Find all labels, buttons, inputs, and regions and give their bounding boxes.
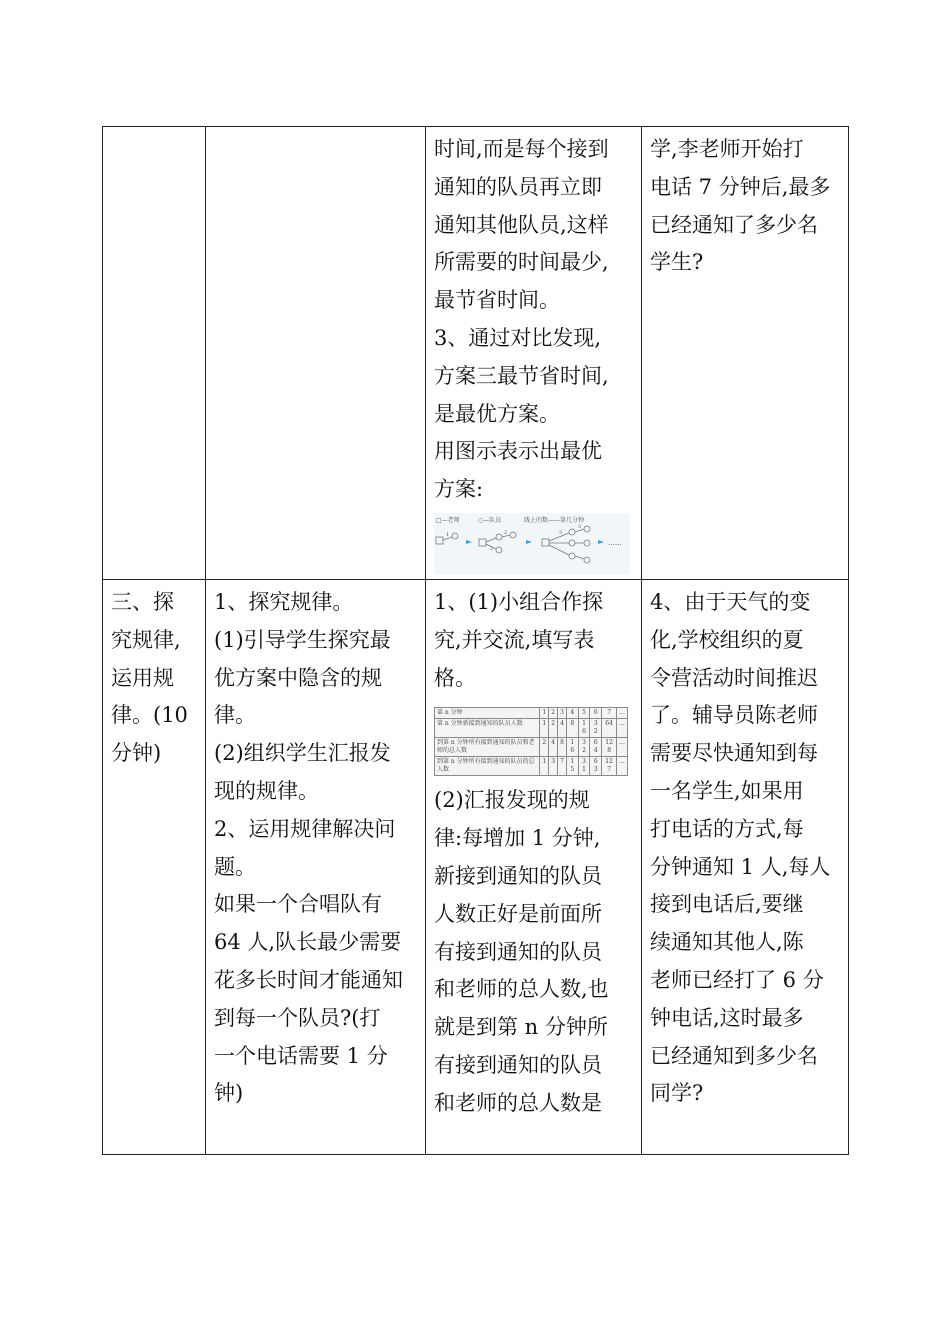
table-row	[435, 738, 628, 757]
text-line: 现的规律。	[214, 778, 319, 803]
stage-cell	[103, 127, 206, 580]
table-cell: 1	[540, 719, 549, 738]
text-line: (1)引导学生探究最	[214, 627, 391, 652]
legend-teacher: □—老师	[436, 516, 460, 524]
text-line: 分钟通知 1 人,每人	[650, 854, 831, 879]
text-line: 有接到通知的队员	[434, 939, 602, 964]
table-cell: 3	[549, 757, 558, 776]
text-line: 时间,而是每个接到	[434, 137, 609, 161]
text-line: 优方案中隐含的规	[214, 665, 382, 690]
text-line: 电话 7 分钟后,最多	[650, 174, 831, 199]
table-row	[435, 719, 628, 738]
pattern-table	[434, 707, 628, 776]
stage-cell	[103, 580, 206, 1155]
teacher-activity-cell	[206, 580, 426, 1155]
table-cell: …	[616, 719, 627, 738]
text-line: 已经通知到多少名	[650, 1043, 818, 1068]
text-line: 和老师的总人数是	[434, 1090, 602, 1115]
student-activity-cell	[426, 127, 642, 580]
table-row	[435, 757, 628, 776]
text-line: 有接到通知的队员	[434, 1052, 602, 1077]
text-line: 题。	[214, 854, 256, 879]
text-line: 就是到第 n 分钟所	[434, 1015, 608, 1040]
text-line: 和老师的总人数,也	[434, 977, 609, 1002]
text-line: 学,李老师开始打	[650, 137, 804, 161]
text-line: 方案三最节省时间,	[434, 363, 609, 388]
text-line: 需要尽快通知到每	[650, 741, 818, 766]
table-cell: 3	[558, 708, 567, 719]
table-cell: 128	[602, 738, 617, 757]
text-line: 三、探	[111, 590, 174, 614]
teacher-activity-cell	[206, 127, 426, 580]
text-line: 新接到通知的队员	[434, 863, 602, 888]
pattern-table-header	[435, 708, 628, 719]
table-cell: 127	[602, 757, 617, 776]
table-cell: 63	[590, 757, 602, 776]
table-cell: 15	[566, 757, 578, 776]
table-cell: 32	[590, 719, 602, 738]
practice-cell	[642, 127, 849, 580]
table-cell: 6	[590, 708, 602, 719]
text-line: 老师已经打了 6 分	[650, 967, 824, 992]
text-line: 学生?	[650, 250, 704, 275]
table-cell: 64	[590, 738, 602, 757]
text-line: 4、由于天气的变	[650, 590, 811, 614]
text-line: 3、通过对比发现,	[434, 325, 602, 350]
table-cell: 7	[602, 708, 617, 719]
text-line: 通知其他队员,这样	[434, 212, 609, 237]
text-line: 通知的队员再立即	[434, 174, 602, 199]
text-line: 钟)	[214, 1081, 244, 1106]
text-line: 律。(10	[111, 703, 188, 728]
table-cell: …	[616, 708, 627, 719]
text-line: 律:每增加 1 分钟,	[434, 826, 601, 851]
table-cell: 4	[566, 708, 578, 719]
table-cell: 2	[540, 738, 549, 757]
table-cell: 2	[549, 708, 558, 719]
text-line: 了。辅导员陈老师	[650, 703, 818, 728]
table-row	[103, 580, 849, 1155]
table-row	[103, 127, 849, 580]
table-cell: 到第 n 分钟所有接到通知的队员和老师的总人数	[435, 738, 540, 757]
text-line: 已经通知了多少名	[650, 212, 818, 237]
text-line: 格。	[434, 665, 476, 690]
table-cell: 16	[578, 719, 590, 738]
table-cell: 7	[558, 757, 567, 776]
table-cell: …	[616, 738, 627, 757]
table-cell: 1	[540, 757, 549, 776]
minute-label: 2	[504, 529, 508, 536]
text-line: 令营活动时间推迟	[650, 665, 818, 690]
table-cell: 32	[578, 738, 590, 757]
text-line: 如果一个合唱队有	[214, 892, 382, 917]
text-line: 一名学生,如果用	[650, 778, 804, 803]
lesson-plan-table	[102, 126, 849, 1155]
text-line: (2)汇报发现的规	[434, 788, 590, 813]
table-cell: 31	[578, 757, 590, 776]
text-line: 打电话的方式,每	[650, 816, 804, 841]
text-line: 人数正好是前面所	[434, 901, 602, 926]
student-activity-cell	[426, 580, 642, 1155]
text-line: 续通知其他人,陈	[650, 930, 804, 955]
table-cell: 8	[566, 719, 578, 738]
legend-line: 线上的数——第几分钟	[524, 516, 585, 524]
table-cell: 8	[558, 738, 567, 757]
text-line: 究,并交流,填写表	[434, 627, 595, 652]
text-line: (2)组织学生汇报发	[214, 741, 391, 766]
optimal-plan-diagram	[434, 513, 630, 575]
minute-label: 3	[559, 529, 563, 536]
text-line: 化,学校组织的夏	[650, 627, 804, 652]
ellipsis: ……	[608, 538, 622, 547]
text-line: 2、运用规律解决问	[214, 816, 396, 841]
table-cell: 4	[558, 719, 567, 738]
table-cell: 16	[566, 738, 578, 757]
table-cell: 1	[540, 708, 549, 719]
table-cell: 4	[549, 738, 558, 757]
table-cell: 到第 n 分钟所有接到通知的队员的总人数	[435, 757, 540, 776]
practice-cell	[642, 580, 849, 1155]
table-cell: 第 n 分钟	[435, 708, 540, 719]
table-cell: 2	[549, 719, 558, 738]
table-cell: 第 n 分钟新接到通知的队员人数	[435, 719, 540, 738]
table-cell: 64	[602, 719, 617, 738]
table-cell: …	[616, 757, 627, 776]
text-line: 64 人,队长最少需要	[214, 930, 402, 955]
text-line: 接到电话后,要继	[650, 892, 804, 917]
table-cell: 5	[578, 708, 590, 719]
minute-label: 3	[578, 523, 582, 530]
text-line: 究规律,	[111, 627, 181, 652]
text-line: 花多长时间才能通知	[214, 967, 403, 992]
text-line: 用图示表示出最优	[434, 439, 602, 464]
text-line: 方案:	[434, 477, 484, 502]
text-line: 运用规	[111, 665, 174, 690]
text-line: 钟电话,这时最多	[650, 1005, 804, 1030]
minute-label: 2	[490, 545, 494, 552]
text-line: 同学?	[650, 1081, 704, 1106]
text-line: 分钟)	[111, 741, 162, 766]
minute-label: 1	[446, 531, 450, 538]
text-line: 1、(1)小组合作探	[434, 590, 604, 614]
text-line: 到每一个队员?(打	[214, 1005, 381, 1030]
text-line: 一个电话需要 1 分	[214, 1043, 388, 1068]
text-line: 最节省时间。	[434, 288, 560, 313]
text-line: 所需要的时间最少,	[434, 250, 609, 275]
text-line: 是最优方案。	[434, 401, 560, 426]
text-line: 律。	[214, 703, 256, 728]
text-line: 1、探究规律。	[214, 590, 354, 614]
legend-member: ○—队员	[478, 516, 502, 524]
